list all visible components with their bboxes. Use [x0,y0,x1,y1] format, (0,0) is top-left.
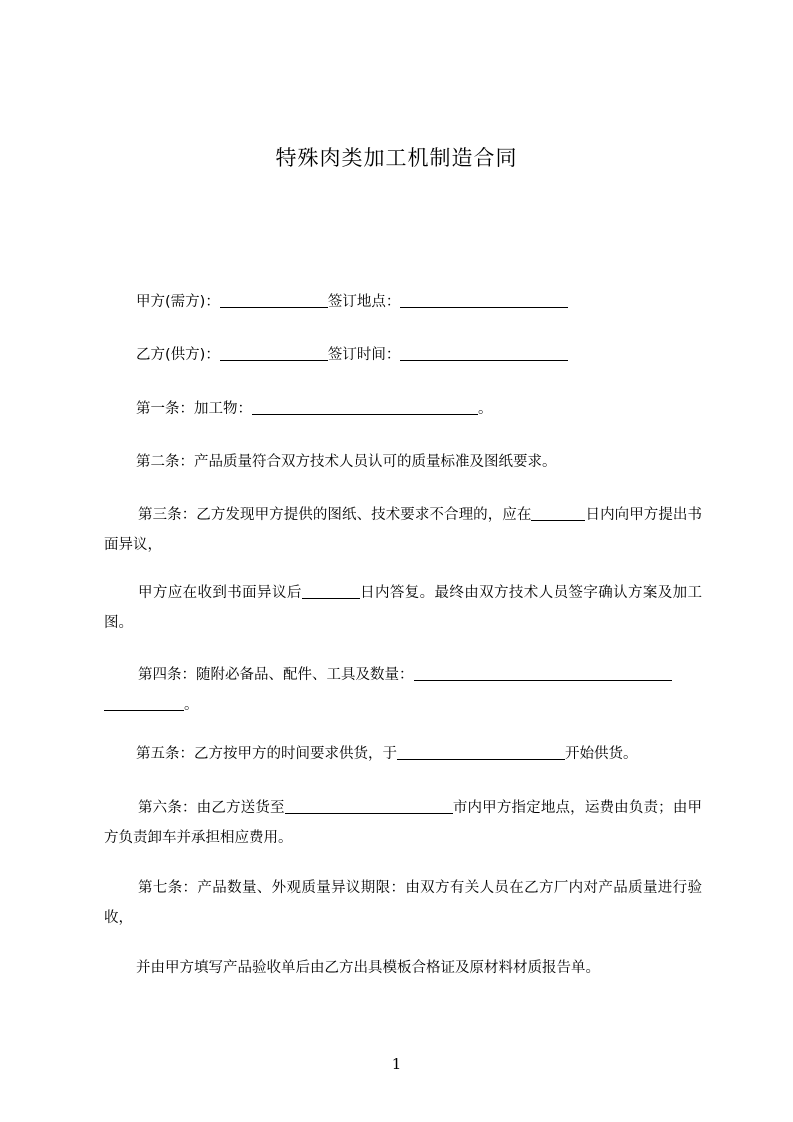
accessories-blank-1 [414,664,672,681]
clause-5-part2: 开始供货。 [565,746,638,762]
signing-time-label: 签订时间： [327,347,401,363]
clause-4-text: 第四条：随附必备品、配件、工具及数量： [138,667,414,683]
party-a-line [136,291,734,313]
party-b-blank [220,344,328,361]
party-b-line [136,344,734,366]
document-title: 特殊肉类加工机制造合同 [275,146,518,170]
clause-1 [136,398,734,420]
clause-7-text: 第七条：产品数量、外观质量异议期限：由双方有关人员在乙方厂内对产品质量进行验收， [104,880,702,926]
clause-1-text: 第一条：加工物： [136,401,252,417]
clause-7 [104,873,702,933]
clause-3-part1: 第三条：乙方发现甲方提供的图纸、技术要求不合理的，应在 [138,507,532,523]
clause-3-reply-part1: 甲方应在收到书面异议后 [138,585,302,601]
clause-6-part1: 第六条：由乙方送货至 [138,800,285,816]
page-number: 1 [391,1055,402,1073]
party-a-label: 甲方(需方)： [136,294,220,310]
party-b-label: 乙方(供方)： [136,347,220,363]
clause-3-reply [104,578,702,638]
clause-5 [136,743,734,765]
clause-7-continued [136,957,734,979]
delivery-city-blank [285,797,453,814]
party-a-blank [220,291,328,308]
clause-6-part2: 市内甲方指定地点，运费由负责；由甲方负责卸车并承担相应费用。 [104,800,703,846]
signing-place-label: 签订地点： [327,294,401,310]
signing-place-blank [400,291,568,308]
clause-3-part2: 日内向甲方提出书面异议， [104,507,703,553]
clause-2 [136,451,734,473]
clause-1-end: 。 [478,401,493,417]
clause-2-text: 第二条：产品质量符合双方技术人员认可的质量标准及图纸要求。 [136,454,557,470]
clause-4-end: 。 [184,697,199,713]
reply-days-blank [302,582,360,599]
clause-5-part1: 第五条：乙方按甲方的时间要求供货，于 [136,746,397,762]
clause-3 [104,500,702,560]
signing-time-blank [400,344,568,361]
supply-date-blank [397,743,565,760]
clause-3-reply-part2: 日内答复。最终由双方技术人员签字确认方案及加工图。 [104,585,703,631]
clause-6 [104,793,702,853]
processed-item-blank [252,398,478,415]
objection-days-blank [531,504,585,521]
accessories-blank-2 [104,694,184,711]
clause-7b-text: 并由甲方填写产品验收单后由乙方出具模板合格证及原材料材质报告单。 [136,960,600,976]
clause-4 [104,660,702,720]
